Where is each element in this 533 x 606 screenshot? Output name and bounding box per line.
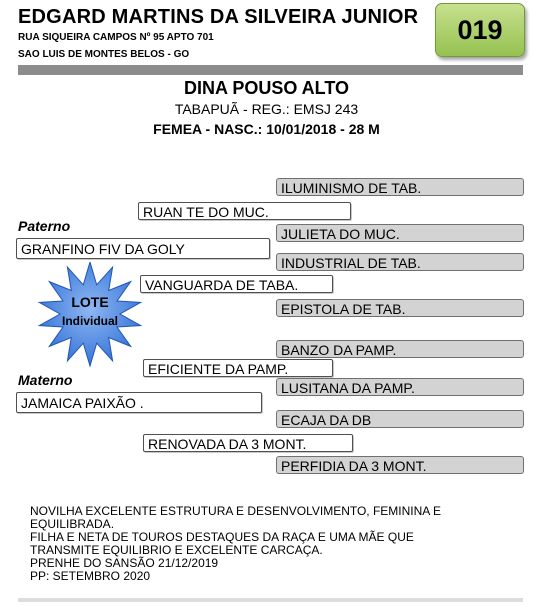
lote-individual-badge [36, 262, 156, 372]
owner-city: SAO LUIS DE MONTES BELOS - GO [18, 49, 190, 60]
animal-sex-birth: FEMEA - NASC.: 10/01/2018 - 28 M [153, 121, 380, 137]
note-line: TRANSMITE EQUILIBRIO E EXCELENTE CARCAÇA. [30, 543, 323, 557]
animal-breed-registration: TABAPUÃ - REG.: EMSJ 243 [174, 101, 359, 117]
materno-label: Materno [18, 372, 73, 388]
pedigree-ggp-3: INDUSTRIAL DE TAB. [276, 253, 524, 271]
note-line: NOVILHA EXCELENTE ESTRUTURA E DESENVOLVIMENTO, FEMININA E [30, 504, 441, 518]
note-line: EQUILIBRADA. [30, 517, 115, 531]
pedigree-ggp-4: EPISTOLA DE TAB. [276, 299, 524, 317]
pedigree-sire: GRANFINO FIV DA GOLY [16, 238, 270, 259]
pedigree-maternal-grandsire: EFICIENTE DA PAMP. [143, 359, 333, 377]
pedigree-ggp-8: PERFIDIA DA 3 MONT. [276, 456, 524, 474]
pedigree-ggp-5: BANZO DA PAMP. [276, 340, 524, 358]
paterno-label: Paterno [18, 218, 71, 234]
lot-number-badge: 019 [435, 3, 525, 57]
pedigree-paternal-granddam: VANGUARDA DE TABA. [140, 275, 333, 293]
pedigree-ggp-7: ECAJA DA DB [276, 410, 524, 428]
pedigree-ggp-1: ILUMINISMO DE TAB. [276, 178, 524, 196]
owner-address: RUA SIQUEIRA CAMPOS Nº 95 APTO 701 [18, 32, 214, 43]
notes-block [30, 505, 510, 583]
pedigree-ggp-2: JULIETA DO MUC. [276, 224, 524, 242]
header-divider [18, 65, 523, 75]
pedigree-paternal-grandsire: RUAN TE DO MUC. [138, 202, 351, 220]
note-line: FILHA E NETA DE TOUROS DESTAQUES DA RAÇA E UMA MÃE QUE [30, 530, 414, 544]
individual-label: Individual [61, 314, 118, 328]
lote-label: LOTE [71, 294, 109, 310]
pedigree-maternal-granddam: RENOVADA DA 3 MONT. [143, 434, 353, 452]
note-line: PRENHE DO SANSÃO 21/12/2019 [30, 556, 219, 570]
pedigree-ggp-6: LUSITANA DA PAMP. [276, 378, 524, 396]
note-line: PP: SETEMBRO 2020 [30, 569, 151, 583]
footer-divider [18, 598, 523, 602]
pedigree-dam: JAMAICA PAIXÃO . [16, 392, 262, 413]
animal-name: DINA POUSO ALTO [183, 78, 349, 98]
owner-name: EDGARD MARTINS DA SILVEIRA JUNIOR [18, 6, 419, 28]
